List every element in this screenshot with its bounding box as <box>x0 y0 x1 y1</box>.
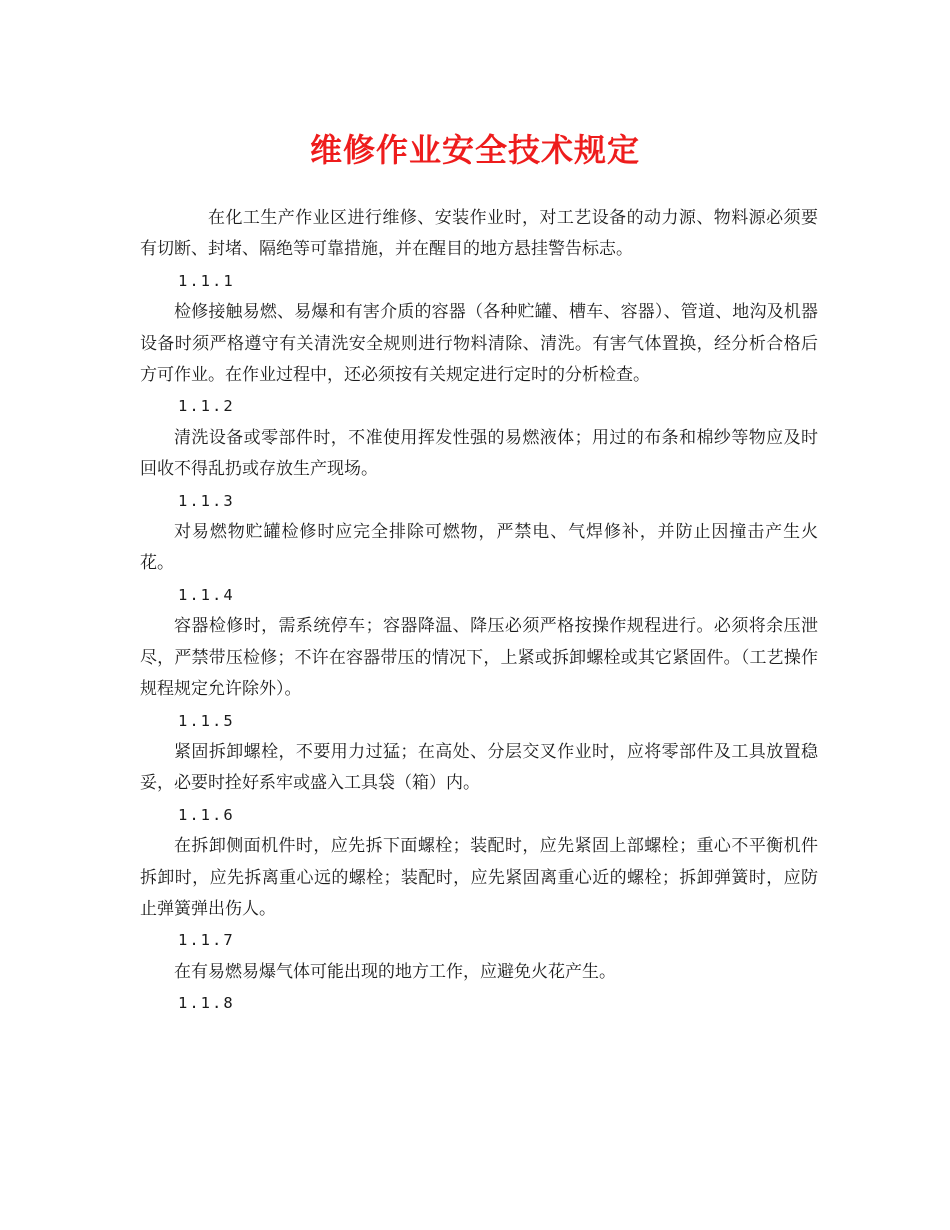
section-number: 1.1.5 <box>178 711 235 730</box>
section-1-1-6 <box>140 800 818 926</box>
section-text: 清洗设备或零部件时，不准使用挥发性强的易燃液体；用过的布条和棉纱等物应及时回收不得乱扔或存放生产现场。 <box>140 427 818 480</box>
section-number: 1.1.6 <box>178 805 235 824</box>
section-text: 在有易燃易爆气体可能出现的地方工作，应避免火花产生。 <box>174 961 616 982</box>
section-1-1-7 <box>140 925 818 988</box>
section-text: 在拆卸侧面机件时，应先拆下面螺栓；装配时，应先紧固上部螺栓；重心不平衡机件拆卸时，应先拆离重心远的螺栓；装配时，应先紧固离重心近的螺栓；拆卸弹簧时，应防止弹簧弹出伤人。 <box>140 836 818 919</box>
section-text: 检修接触易燃、易爆和有害介质的容器（各种贮罐、槽车、容器）、管道、地沟及机器设备时须严格遵守有关清洗安全规则进行物料清除、清洗。有害气体置换，经分析合格后方可作业。在作业过程中，还必须按有关规定进行定时的分析检查。 <box>140 302 818 386</box>
section-1-1-3 <box>140 486 818 580</box>
section-number: 1.1.4 <box>178 585 235 604</box>
document-title: 维修作业安全技术规定 <box>309 131 640 169</box>
section-text: 对易燃物贮罐检修时应完全排除可燃物，严禁电、气焊修补，并防止因撞击产生火花。 <box>140 522 818 574</box>
section-text: 紧固拆卸螺栓，不要用力过猛；在高处、分层交叉作业时，应将零部件及工具放置稳妥，必要时拴好系牢或盛入工具袋（箱）内。 <box>140 741 818 794</box>
section-number: 1.1.2 <box>178 397 235 416</box>
section-number: 1.1.1 <box>178 271 235 290</box>
section-number: 1.1.8 <box>178 994 235 1013</box>
section-1-1-4 <box>140 580 818 706</box>
section-1-1-8 <box>140 988 818 1019</box>
section-number: 1.1.3 <box>178 491 235 510</box>
section-1-1-2 <box>140 391 818 485</box>
section-1-1-5 <box>140 706 818 800</box>
document-body <box>140 203 818 1020</box>
section-number: 1.1.7 <box>178 931 235 950</box>
section-1-1-1 <box>140 266 818 392</box>
section-text: 容器检修时，需系统停车；容器降温、降压必须严格按操作规程进行。必须将余压泄尽，严禁带压检修；不许在容器带压的情况下，上紧或拆卸螺栓或其它紧固件。（工艺操作规程规定允许除外）。 <box>140 616 818 700</box>
intro-paragraph: 在化工生产作业区进行维修、安装作业时，对工艺设备的动力源、物料源必须要有切断、封堵、隔绝等可靠措施，并在醒目的地方悬挂警告标志。 <box>140 208 818 260</box>
